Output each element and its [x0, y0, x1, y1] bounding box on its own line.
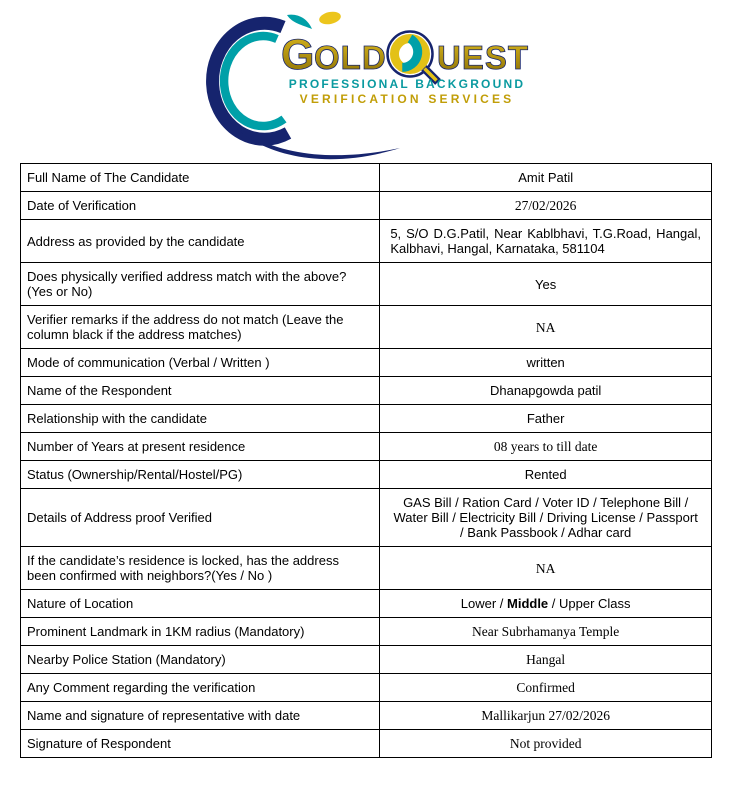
field-value: NA [380, 547, 712, 590]
table-row [21, 461, 712, 489]
table-row [21, 618, 712, 646]
brand-text-uest: UEST [437, 39, 530, 76]
brand-text-old: OLD [314, 39, 387, 76]
table-row [21, 220, 712, 263]
table-row [21, 674, 712, 702]
table-row [21, 646, 712, 674]
verification-table-body [21, 164, 712, 758]
field-label: Name of the Respondent [21, 377, 380, 405]
field-label: Prominent Landmark in 1KM radius (Mandatory) [21, 618, 380, 646]
field-label: Nature of Location [21, 590, 380, 618]
field-label: Name and signature of representative with date [21, 702, 380, 730]
table-row [21, 590, 712, 618]
field-label: Does physically verified address match with the above? (Yes or No) [21, 263, 380, 306]
field-value: Confirmed [380, 674, 712, 702]
field-value: Mallikarjun 27/02/2026 [380, 702, 712, 730]
field-label: Address as provided by the candidate [21, 220, 380, 263]
logo-header [0, 0, 732, 163]
field-label: Number of Years at present residence [21, 433, 380, 461]
brand-letter-q-icon [388, 32, 439, 83]
field-label: Date of Verification [21, 192, 380, 220]
table-row [21, 405, 712, 433]
table-row [21, 377, 712, 405]
field-value-part-bold: Middle [507, 596, 549, 611]
field-value [380, 590, 712, 618]
tagline-verification-services: VERIFICATION SERVICES [299, 92, 515, 106]
field-value: GAS Bill / Ration Card / Voter ID / Telephone Bill / Water Bill / Electricity Bill / Driving License / Passport / Bank Passbook / Adhar card [380, 489, 712, 547]
table-row [21, 192, 712, 220]
field-value: 08 years to till date [380, 433, 712, 461]
field-label: Signature of Respondent [21, 730, 380, 758]
field-label: If the candidate’s residence is locked, has the address been confirmed with neighbors?(Yes / No ) [21, 547, 380, 590]
table-row [21, 489, 712, 547]
field-value: Near Subrhamanya Temple [380, 618, 712, 646]
field-label: Relationship with the candidate [21, 405, 380, 433]
field-value: written [380, 349, 712, 377]
table-row [21, 730, 712, 758]
field-value: NA [380, 306, 712, 349]
table-row [21, 702, 712, 730]
field-value: Rented [380, 461, 712, 489]
field-value: Not provided [380, 730, 712, 758]
field-value: 5, S/O D.G.Patil, Near Kablbhavi, T.G.Road, Hangal, Kalbhavi, Hangal, Karnataka, 581104 [380, 220, 712, 263]
field-label: Details of Address proof Verified [21, 489, 380, 547]
tagline-professional-background: PROFESSIONAL BACKGROUND [288, 77, 526, 91]
brand-letter-g: G [281, 31, 316, 79]
table-row [21, 306, 712, 349]
field-value-part: Lower / [460, 596, 507, 611]
field-value: Dhanapgowda patil [380, 377, 712, 405]
field-value-part: / Upper Class [548, 596, 631, 611]
field-value: Amit Patil [380, 164, 712, 192]
field-label: Full Name of The Candidate [21, 164, 380, 192]
table-row [21, 433, 712, 461]
verification-table [20, 163, 712, 758]
field-label: Status (Ownership/Rental/Hostel/PG) [21, 461, 380, 489]
table-row [21, 349, 712, 377]
table-row [21, 263, 712, 306]
field-label: Nearby Police Station (Mandatory) [21, 646, 380, 674]
field-label: Mode of communication (Verbal / Written ) [21, 349, 380, 377]
goldquest-logo [0, 5, 732, 163]
field-value: Father [380, 405, 712, 433]
table-row [21, 547, 712, 590]
field-label: Verifier remarks if the address do not match (Leave the column black if the address matches) [21, 306, 380, 349]
field-label: Any Comment regarding the verification [21, 674, 380, 702]
field-value: 27/02/2026 [380, 192, 712, 220]
field-value: Hangal [380, 646, 712, 674]
field-value: Yes [380, 263, 712, 306]
